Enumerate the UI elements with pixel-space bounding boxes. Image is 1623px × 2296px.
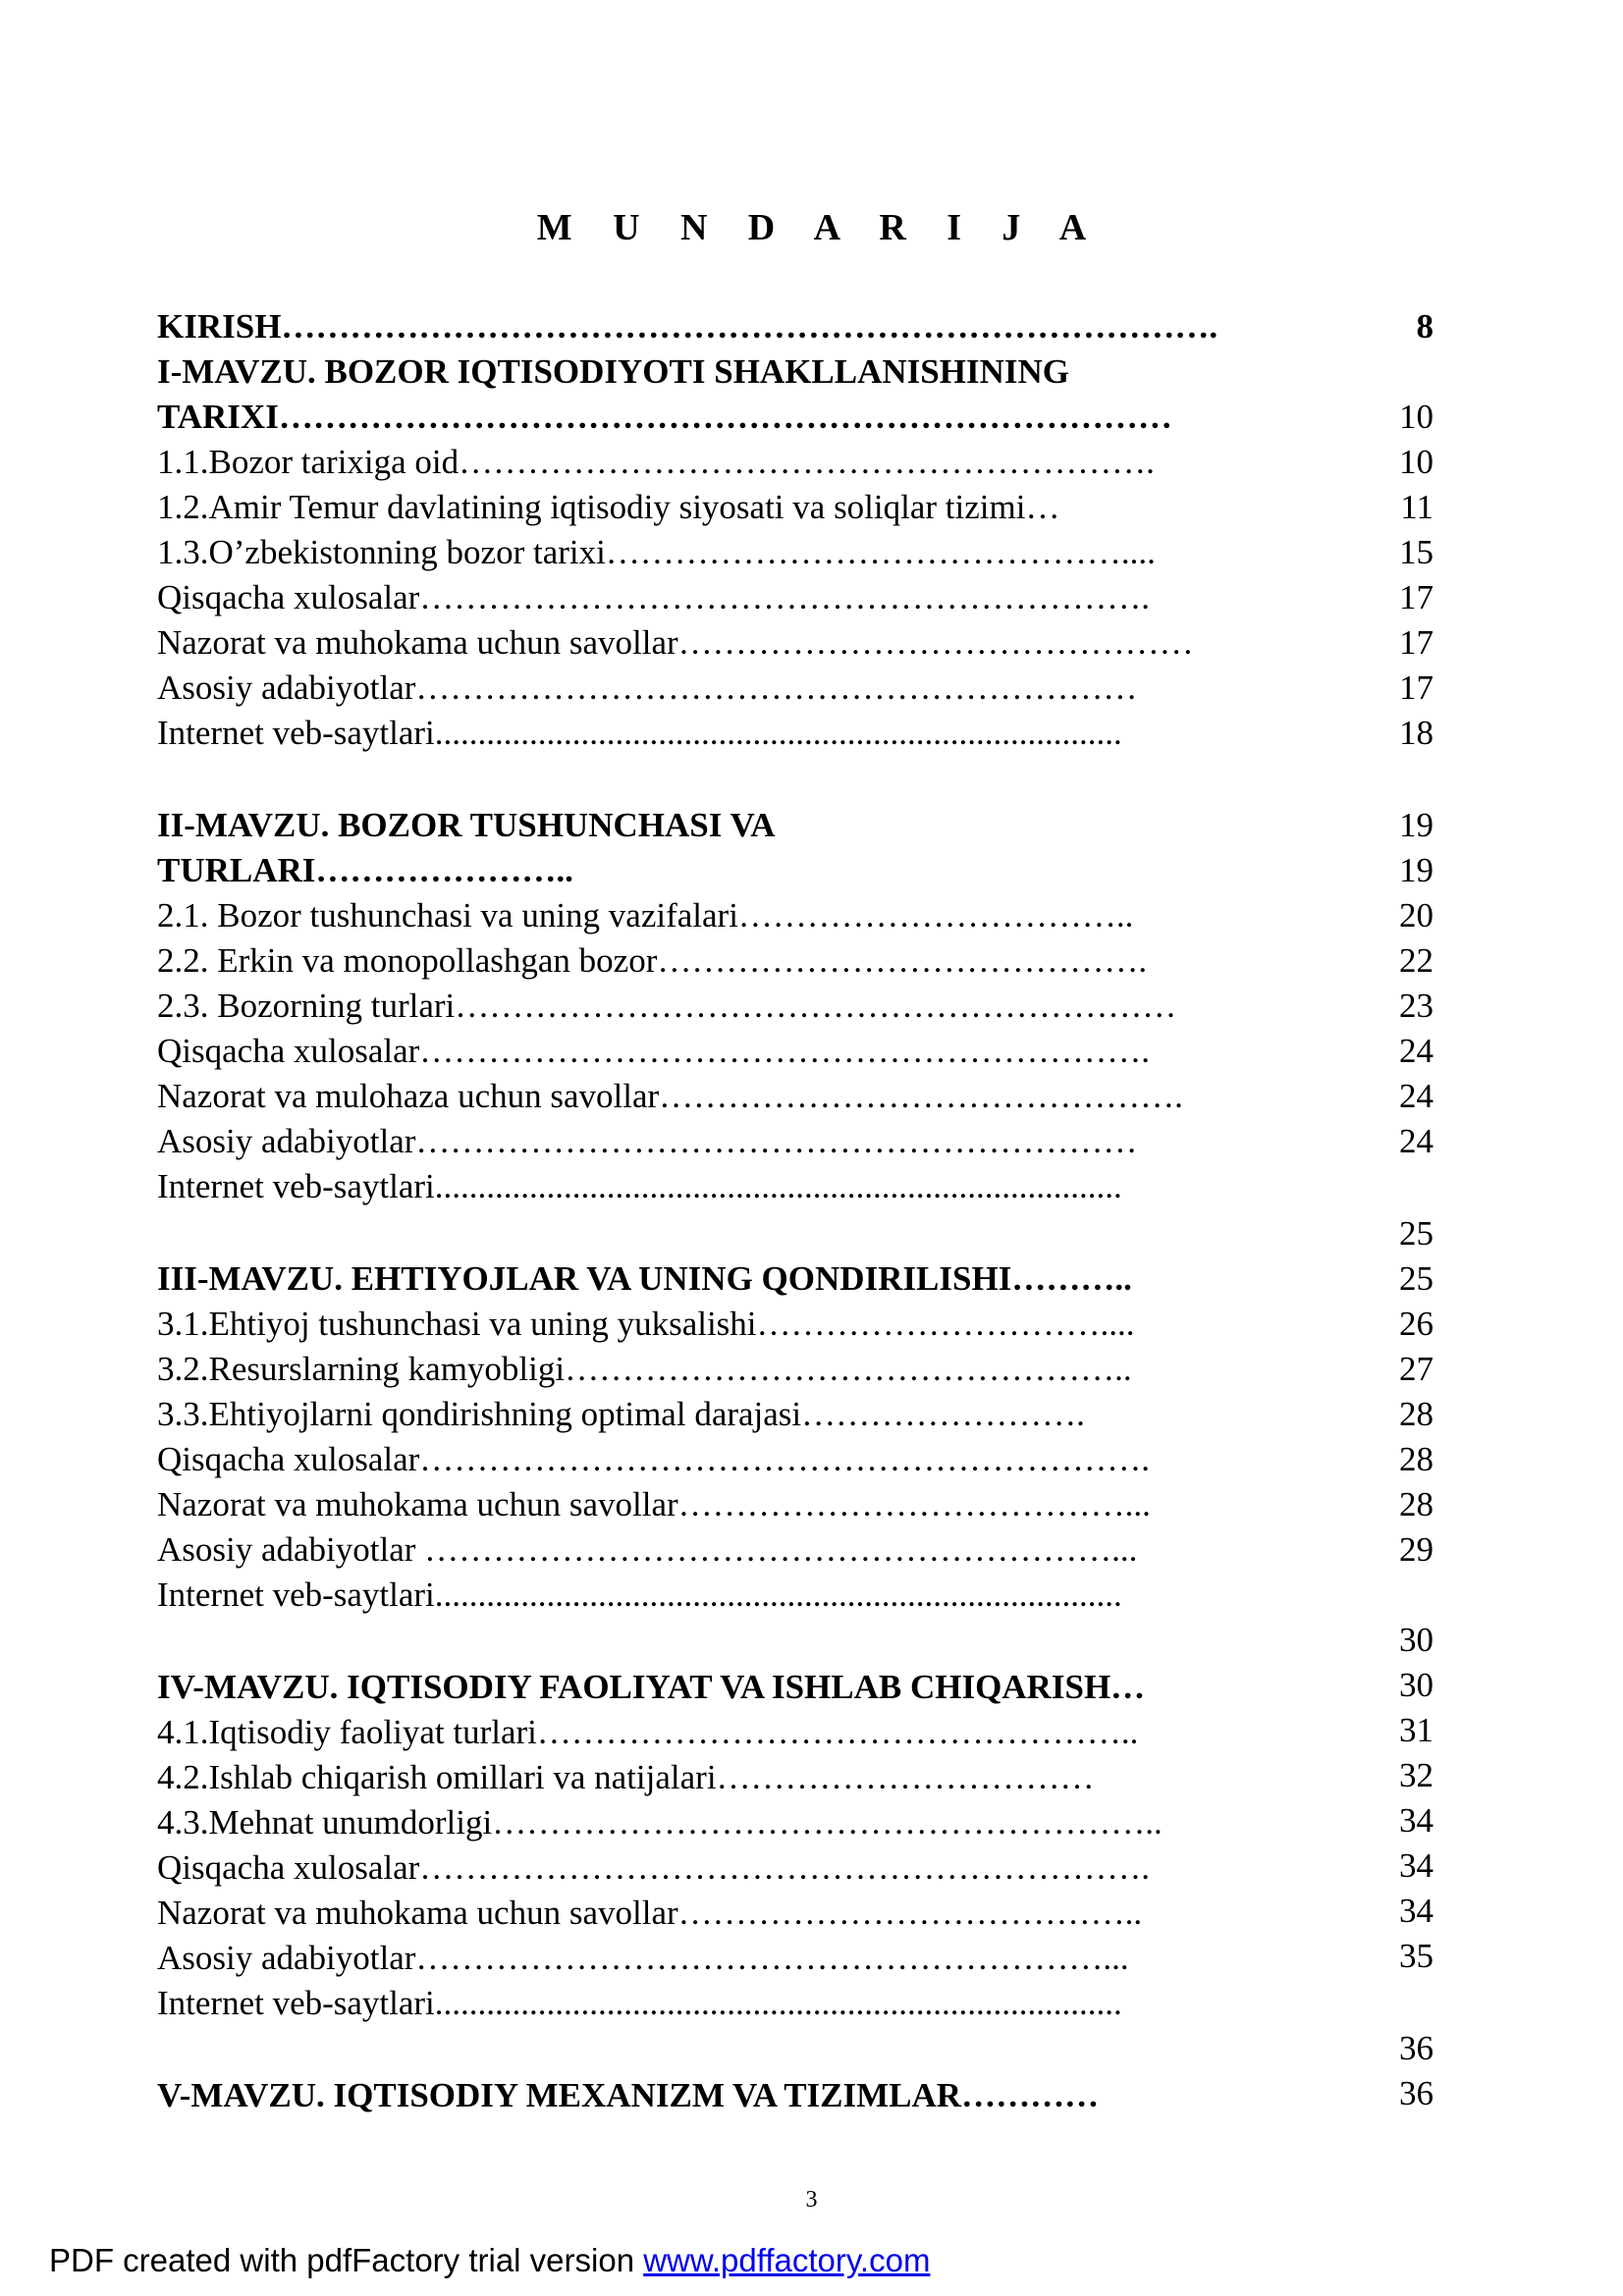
toc-entry: 1.2.Amir Temur davlatining iqtisodiy siyosati va soliqlar tizimi…	[157, 488, 1060, 526]
toc-entry: TURLARI…………………..	[157, 851, 573, 889]
toc-entry: I-MAVZU. BOZOR IQTISODIYOTI SHAKLLANISHINING	[157, 352, 1070, 391]
toc-page-number: 28	[1399, 1395, 1434, 1433]
toc-page-number: 24	[1399, 1032, 1434, 1070]
toc-entry: 2.3. Bozorning turlari………………………………………………………	[157, 987, 1177, 1025]
toc-page-number: 23	[1399, 987, 1434, 1025]
toc-page-number: 22	[1399, 941, 1434, 980]
toc-page-number: 24	[1399, 1122, 1434, 1160]
footer-text: PDF created with pdfFactory trial version	[49, 2242, 644, 2278]
toc-entry: KIRISH……………………………………………………………………….	[157, 307, 1218, 346]
toc-entry: Internet veb-saytlari................................................................................	[157, 1167, 1122, 1205]
toc-entry: Internet veb-saytlari................................................................................	[157, 1984, 1122, 2022]
toc-page-number: 17	[1399, 623, 1434, 662]
footer-link[interactable]: www.pdffactory.com	[643, 2242, 931, 2278]
toc-entry: III-MAVZU. EHTIYOJLAR VA UNING QONDIRILISHI………..	[157, 1259, 1132, 1298]
toc-page-number: 26	[1399, 1305, 1434, 1343]
page-number: 3	[805, 2187, 818, 2213]
toc-entry: Internet veb-saytlari................................................................................	[157, 1575, 1122, 1614]
toc-entry: II-MAVZU. BOZOR TUSHUNCHASI VA	[157, 806, 776, 844]
pdf-footer	[49, 2242, 930, 2279]
toc-entry: 2.2. Erkin va monopollashgan bozor…………………………………….	[157, 941, 1148, 980]
toc-entry: Asosiy adabiyotlar ……………………………………………………...	[157, 1530, 1138, 1569]
toc-entry: 1.1.Bozor tarixiga oid…………………………………………………….	[157, 443, 1155, 481]
toc-page-number: 28	[1399, 1485, 1434, 1523]
toc-entry: Asosiy adabiyotlar……………………………………………………...	[157, 1939, 1129, 1977]
toc-page-number: 36	[1399, 2029, 1434, 2067]
toc-page-number: 36	[1399, 2074, 1434, 2112]
toc-entry: 1.3.O’zbekistonning bozor tarixi………………………………………....	[157, 533, 1156, 571]
toc-entry: V-MAVZU. IQTISODIY MEXANIZM VA TIZIMLAR…………	[157, 2076, 1100, 2114]
toc-page-number: 8	[1416, 307, 1434, 346]
toc-page-number: 29	[1399, 1530, 1434, 1569]
toc-entry: TARIXI……………………………………………………………………	[157, 398, 1172, 436]
toc-entry: Nazorat va mulohaza uchun savollar……………………………………….	[157, 1077, 1183, 1115]
toc-page-number: 25	[1399, 1214, 1434, 1253]
toc-page-number: 30	[1399, 1666, 1434, 1704]
toc-entry: Internet veb-saytlari................................................................................	[157, 714, 1122, 752]
toc-entry: Qisqacha xulosalar……………………………………………………….	[157, 1440, 1151, 1478]
toc-page-number: 28	[1399, 1440, 1434, 1478]
toc-page-number: 35	[1399, 1937, 1434, 1975]
toc-page-number: 30	[1399, 1621, 1434, 1659]
toc-page-number: 19	[1399, 806, 1434, 844]
toc-page-number: 25	[1399, 1259, 1434, 1298]
toc-entry: 3.1.Ehtiyoj tushunchasi va uning yuksalishi…………………………....	[157, 1305, 1135, 1343]
toc-entry: Qisqacha xulosalar……………………………………………………….	[157, 1848, 1151, 1887]
toc-page-number: 17	[1399, 578, 1434, 616]
toc-page-number: 18	[1399, 714, 1434, 752]
toc-entry: Qisqacha xulosalar……………………………………………………….	[157, 578, 1151, 616]
toc-entry: 4.1.Iqtisodiy faoliyat turlari……………………………………………..	[157, 1713, 1139, 1751]
toc-page-number: 11	[1400, 488, 1434, 526]
toc-page-number: 34	[1399, 1892, 1434, 1930]
toc-entry: Asosiy adabiyotlar………………………………………………………	[157, 668, 1138, 707]
toc-entry: Nazorat va muhokama uchun savollar…………………………………..	[157, 1894, 1143, 1932]
toc-page-number: 20	[1399, 896, 1434, 934]
toc-page-number: 15	[1399, 533, 1434, 571]
toc-page-number: 24	[1399, 1077, 1434, 1115]
toc-page-number: 27	[1399, 1350, 1434, 1388]
toc-entry: 3.2.Resurslarning kamyobligi…………………………………………..	[157, 1350, 1132, 1388]
toc-entry: 2.1. Bozor tushunchasi va uning vazifalari……………………………..	[157, 896, 1134, 934]
toc-entry: Qisqacha xulosalar……………………………………………………….	[157, 1032, 1151, 1070]
toc-page-number: 31	[1399, 1711, 1434, 1749]
toc-page-number: 34	[1399, 1801, 1434, 1840]
toc-page-number: 34	[1399, 1846, 1434, 1885]
toc-page-number: 19	[1399, 851, 1434, 889]
toc-entry: 4.3.Mehnat unumdorligi…………………………………………………..	[157, 1803, 1163, 1842]
toc-page-number: 10	[1399, 398, 1434, 436]
toc-page-number: 32	[1399, 1756, 1434, 1794]
toc-entry: Nazorat va muhokama uchun savollar…………………………………...	[157, 1485, 1151, 1523]
toc-entry: Asosiy adabiyotlar………………………………………………………	[157, 1122, 1138, 1160]
toc-page-number: 10	[1399, 443, 1434, 481]
toc-entry: Nazorat va muhokama uchun savollar………………………………………	[157, 623, 1194, 662]
page-title: M U N D A R I J A	[536, 207, 1103, 248]
toc-entry: 4.2.Ishlab chiqarish omillari va natijalari……………………………	[157, 1758, 1095, 1796]
toc-entry: IV-MAVZU. IQTISODIY FAOLIYAT VA ISHLAB CHIQARISH…	[157, 1668, 1146, 1706]
toc-entry: 3.3.Ehtiyojlarni qondirishning optimal darajasi…………………….	[157, 1395, 1085, 1433]
toc-page-number: 17	[1399, 668, 1434, 707]
